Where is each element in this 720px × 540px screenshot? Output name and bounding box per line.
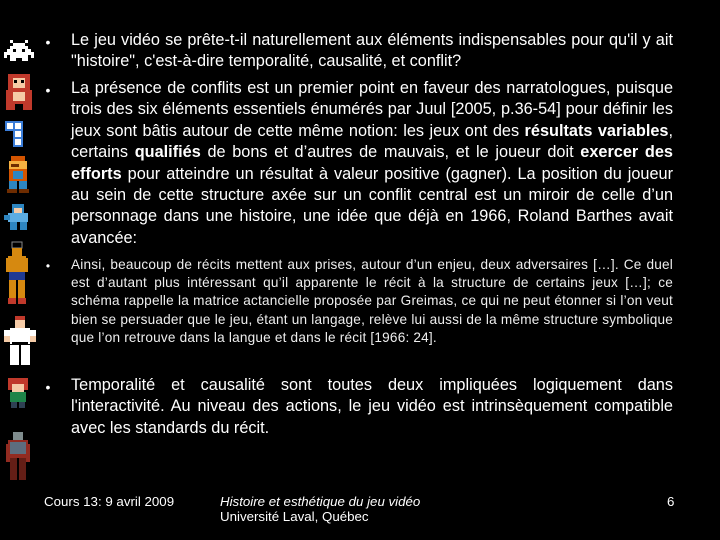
bullet-text: Le jeu vidéo se prête-t-il naturellement aux éléments indispensables pour qu'il y ait "histoire", c'est-à-dire temporalité, causalité, et conflit? [71, 31, 673, 71]
fighter-icon [4, 240, 30, 308]
emphasis-text: exercer des efforts [71, 143, 673, 183]
emphasis-text: résultats variables [524, 121, 669, 140]
footer-title-line: Histoire et esthétique du jeu vidéo [220, 494, 421, 509]
crono-icon [4, 376, 32, 410]
sprite-sidebar [0, 0, 40, 540]
bullet-text: Temporalité et causalité sont toutes deux impliquées logiquement dans l'interactivité. Au niveau des actions, le jeu vidéo est intrinsèquement compatible avec les standards du récit. [71, 376, 673, 437]
page-number: 6 [667, 494, 675, 509]
mario-icon [4, 154, 32, 194]
knight-icon [4, 430, 32, 484]
bullet-marker: • [45, 82, 51, 98]
tetris-icon [4, 120, 32, 148]
bullet-marker: • [45, 34, 51, 50]
emphasis-text: qualifiés [134, 143, 201, 162]
ryu-icon [4, 314, 36, 370]
donkey-kong-icon [4, 72, 34, 112]
megaman-icon [4, 202, 32, 232]
bullet-text [71, 78, 673, 249]
bullet-text-segment: pour atteindre un résultat à valeur positive (gagner). La position du joueur au sein de cette structure axée sur un conflit central est un miroir de celle d’un personnage dans une histoire, une idée que déjà en 1966, Roland Barthes avait avancée: [71, 164, 673, 247]
bullet-text-segment: La présence de conflits est un premier point en faveur des narratologues, puisque trois des six éléments essentiels énumérés par Juul [2005, p.36-54] pour définir les jeux sont bâtis autour de cette même notion: les jeux ont des [71, 79, 673, 140]
bullet-text-segment: , certains [71, 121, 673, 162]
footer-subtitle-line: Université Laval, Québec [220, 509, 369, 524]
quote-text: Ainsi, beaucoup de récits mettent aux prises, autour d’un enjeu, deux adversaires […]. Ce duel est d’autant plus intéressant qu’il apparente le récit à la structure de certains jeux […]; ce schéma rappelle la matrice actancielle proposée par Greimas, ce qui ne peut étonner si l’on veut bien se persuader que le jeu, étant un langage, relève lui aussi de la même structure symbolique que l’on retrouve dans la langue et dans le récit [1966: 24]. [71, 257, 673, 345]
bullet-text-segment: de bons et d’autres de mauvais, et le joueur doit [200, 143, 581, 162]
space-invader-icon [4, 38, 34, 64]
footer-course: Cours 13: 9 avril 2009 [44, 494, 175, 509]
bullet-marker: • [45, 379, 51, 395]
footer-title [220, 494, 500, 524]
bullet-marker: • [45, 259, 51, 273]
